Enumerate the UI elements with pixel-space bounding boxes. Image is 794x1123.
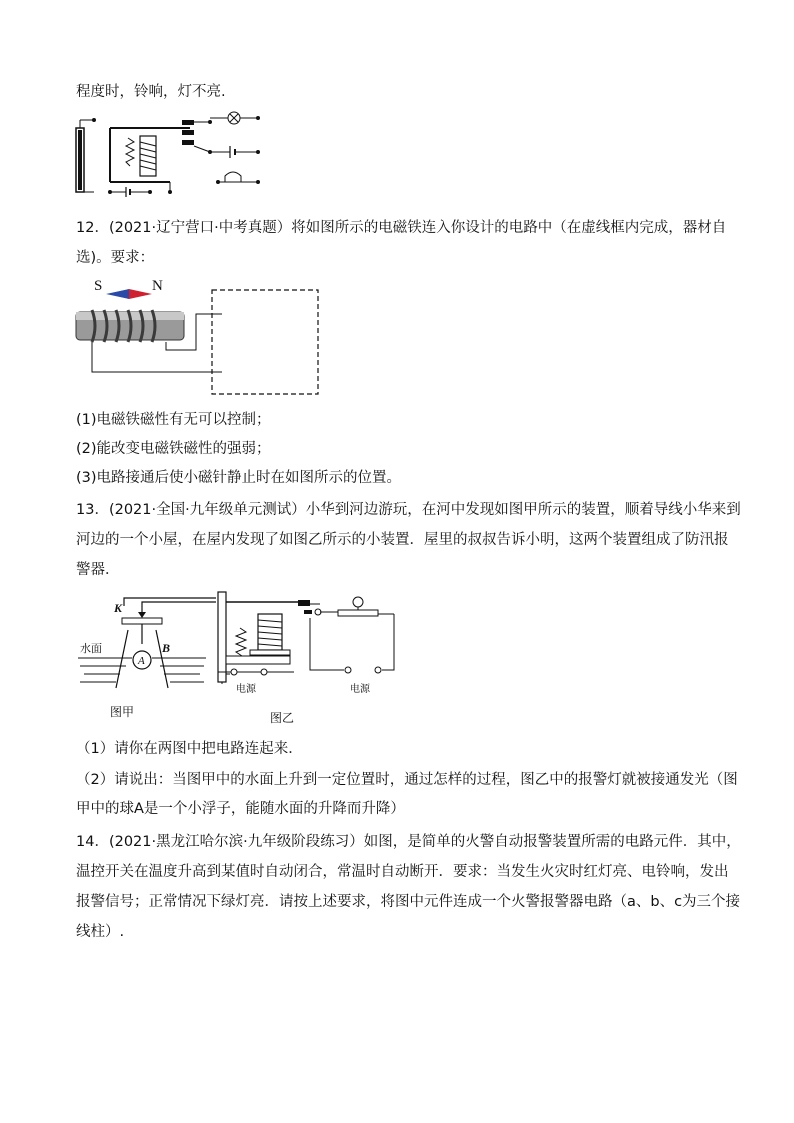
q14-stem-line4: 线柱）.	[76, 924, 125, 940]
compass-needle-north	[129, 289, 152, 299]
q13-sub-question-1: （1）请你在两图中把电路连起来．	[76, 741, 303, 757]
power-label-1: 电源	[236, 684, 256, 695]
q12-requirement-2: (2)能改变电磁铁磁性的强弱；	[76, 441, 271, 457]
label-water-surface: 水面	[80, 643, 102, 655]
q13-stem-line1: 13．(2021·全国·九年级单元测试）小华到河边游玩，在河中发现如图甲所示的装置，顺着导线小华来到	[76, 502, 741, 518]
q12-stem-line2: 选)。要求：	[76, 250, 155, 266]
q11-continued-text: 程度时，铃响，灯不亮.	[76, 84, 226, 100]
label-b: B	[162, 641, 171, 655]
q14-stem-line1: 14．(2021·黑龙江哈尔滨·九年级阶段练习）如图，是简单的火警自动报警装置所需的电路元件．其中，	[76, 834, 741, 850]
q13-stem-line2: 河边的一个小屋，在屋内发现了如图乙所示的小装置．屋里的叔叔告诉小明，这两个装置组成了防汛报	[76, 532, 729, 548]
q13-sub-question-2-line1: （2）请说出：当图甲中的水面上升到一定位置时，通过怎样的过程，图乙中的报警灯就被接通发光（图	[76, 772, 738, 788]
q12-electromagnet-figure	[72, 274, 324, 398]
q12-stem-line1: 12．(2021·辽宁营口·中考真题）将如图所示的电磁铁连入你设计的电路中（在虚线框内完成，器材自	[76, 220, 727, 236]
q12-requirement-3: (3)电路接通后使小磁针静止时在如图所示的位置。	[76, 470, 402, 486]
q14-stem-line2: 温控开关在温度升高到某值时自动闭合，常温时自动断开．要求：当发生火灾时红灯亮、电铃响，发出	[76, 864, 729, 880]
power-label-2: 电源	[350, 684, 370, 695]
q11-relay-figure	[70, 106, 270, 198]
caption-yi: 图乙	[270, 711, 295, 725]
q13-stem-line3: 警器．	[76, 562, 120, 578]
compass-needle-south	[106, 289, 129, 299]
magnet-n-label: N	[152, 278, 163, 294]
q13-figure-yi	[214, 588, 408, 730]
q13-figure-jia	[76, 588, 216, 722]
q12-requirement-1: (1)电磁铁磁性有无可以控制；	[76, 412, 271, 428]
q14-stem-line3: 报警信号；正常情况下绿灯亮．请按上述要求，将图中元件连成一个火警报警器电路（a、b、c为三个接	[76, 894, 741, 910]
magnet-s-label: S	[94, 278, 103, 294]
label-k: K	[114, 601, 123, 615]
float-ball-a-label: A	[138, 655, 145, 667]
q13-sub-question-2-line2: 甲中的球A是一个小浮子，能随水面的升降而升降）	[76, 801, 405, 817]
caption-jia: 图甲	[110, 705, 135, 719]
